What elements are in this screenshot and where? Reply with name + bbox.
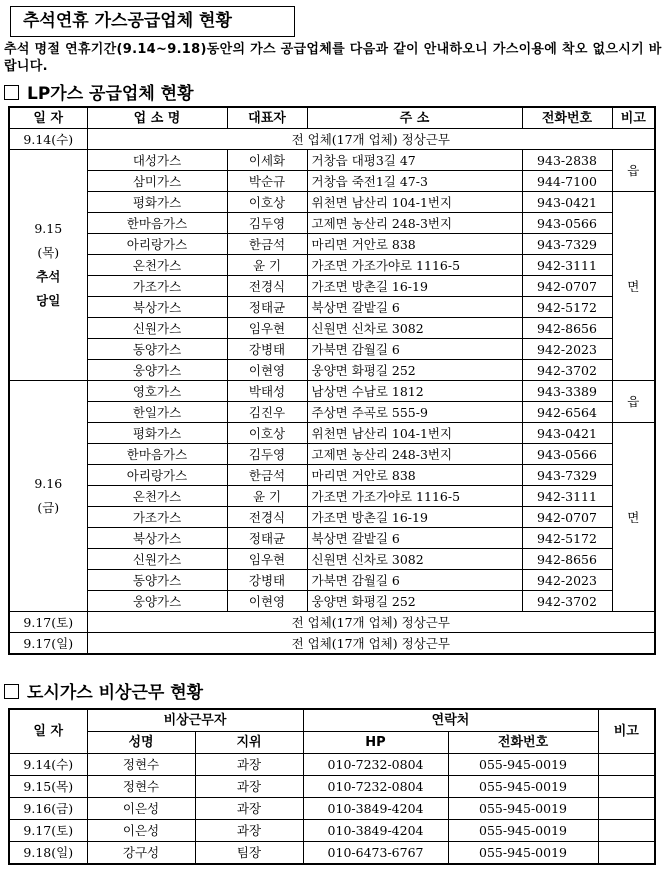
header-date: 일 자 xyxy=(9,107,87,129)
address: 신원면 신차로 3082 xyxy=(307,549,522,570)
company-name: 북상가스 xyxy=(87,528,227,549)
company-name: 삼미가스 xyxy=(87,171,227,192)
lp-section-title: LP가스 공급업체 현황 xyxy=(27,84,194,104)
date-line: 당일 xyxy=(36,293,61,308)
representative: 이현영 xyxy=(227,360,307,381)
staff-position: 과장 xyxy=(195,776,303,798)
company-name: 동양가스 xyxy=(87,570,227,591)
note-cell xyxy=(598,754,655,776)
phone-number: 942-2023 xyxy=(522,339,612,360)
table-row xyxy=(9,297,655,318)
representative: 윤 기 xyxy=(227,255,307,276)
phone-number: 943-7329 xyxy=(522,234,612,255)
office-phone: 055-945-0019 xyxy=(448,798,598,820)
company-name: 동양가스 xyxy=(87,339,227,360)
table-row xyxy=(9,528,655,549)
phone-number: 942-3111 xyxy=(522,486,612,507)
address: 고제면 농산리 248-3번지 xyxy=(307,213,522,234)
table-row xyxy=(9,255,655,276)
phone-number: 942-2023 xyxy=(522,570,612,591)
address: 위천면 남산리 104-1번지 xyxy=(307,423,522,444)
table-row xyxy=(9,150,655,171)
row-day_917 xyxy=(9,612,655,633)
table-row xyxy=(9,213,655,234)
representative: 박순규 xyxy=(227,171,307,192)
address: 가조면 방촌길 16-19 xyxy=(307,276,522,297)
date-line: (목) xyxy=(37,245,60,260)
city-header-contact: 연락처 xyxy=(303,709,598,732)
phone-number: 942-6564 xyxy=(522,402,612,423)
city-section-title: 도시가스 비상근무 현황 xyxy=(27,683,204,703)
company-name: 대성가스 xyxy=(87,150,227,171)
duty-date: 9.17(토) xyxy=(9,820,87,842)
representative: 박태성 xyxy=(227,381,307,402)
note-cell xyxy=(598,842,655,865)
office-phone: 055-945-0019 xyxy=(448,776,598,798)
city-header-phone: 전화번호 xyxy=(448,732,598,754)
header-tel: 전화번호 xyxy=(522,107,612,129)
representative: 김두영 xyxy=(227,213,307,234)
phone-number: 943-0566 xyxy=(522,213,612,234)
city-header-staff: 비상근무자 xyxy=(87,709,303,732)
lp-gas-table xyxy=(8,106,656,655)
city-header-row1 xyxy=(9,709,655,732)
table-row xyxy=(9,318,655,339)
company-name: 웅양가스 xyxy=(87,360,227,381)
table-row xyxy=(9,591,655,612)
city-header-name: 성명 xyxy=(87,732,195,754)
page-title: 추석연휴 가스공급업체 현황 xyxy=(10,6,295,37)
note-cell xyxy=(598,798,655,820)
representative: 이호상 xyxy=(227,423,307,444)
phone-number: 943-3389 xyxy=(522,381,612,402)
company-name: 가조가스 xyxy=(87,507,227,528)
mobile-number: 010-3849-4204 xyxy=(303,798,448,820)
date-line: (금) xyxy=(37,500,60,515)
intro-text: 추석 명절 연휴기간(9.14~9.18)동안의 가스 공급업체를 다음과 같이 안내하오니 가스이용에 착오 없으시기 바랍니다. xyxy=(4,42,662,74)
date-line: 9.15 xyxy=(34,221,63,236)
address: 가조면 가조가야로 1116-5 xyxy=(307,486,522,507)
city-header-hp: HP xyxy=(303,732,448,754)
staff-position: 팀장 xyxy=(195,842,303,865)
representative: 김두영 xyxy=(227,444,307,465)
lp-table-header xyxy=(9,107,655,129)
representative: 이호상 xyxy=(227,192,307,213)
mobile-number: 010-3849-4204 xyxy=(303,820,448,842)
note-cell: 면 xyxy=(612,192,655,381)
company-name: 웅양가스 xyxy=(87,591,227,612)
table-row xyxy=(9,339,655,360)
representative: 김진우 xyxy=(227,402,307,423)
company-name: 한마음가스 xyxy=(87,444,227,465)
table-row xyxy=(9,776,655,798)
note-cell: 면 xyxy=(612,423,655,612)
mobile-number: 010-6473-6767 xyxy=(303,842,448,865)
representative: 이세화 xyxy=(227,150,307,171)
address: 거창읍 대평3길 47 xyxy=(307,150,522,171)
phone-number: 942-8656 xyxy=(522,549,612,570)
city-header-position: 지위 xyxy=(195,732,303,754)
phone-number: 943-2838 xyxy=(522,150,612,171)
date-line: 9.16 xyxy=(34,476,63,491)
company-name: 영호가스 xyxy=(87,381,227,402)
table-row xyxy=(9,507,655,528)
table-row xyxy=(9,465,655,486)
staff-position: 과장 xyxy=(195,820,303,842)
duty-date: 9.16(금) xyxy=(9,798,87,820)
status-day_918: 전 업체(17개 업체) 정상근무 xyxy=(87,633,655,655)
company-name: 평화가스 xyxy=(87,192,227,213)
header-note: 비고 xyxy=(612,107,655,129)
phone-number: 942-8656 xyxy=(522,318,612,339)
staff-name: 강구성 xyxy=(87,842,195,865)
company-name: 아리랑가스 xyxy=(87,465,227,486)
address: 마리면 거안로 838 xyxy=(307,234,522,255)
table-row xyxy=(9,402,655,423)
phone-number: 942-3702 xyxy=(522,360,612,381)
table-row xyxy=(9,423,655,444)
duty-date: 9.14(수) xyxy=(9,754,87,776)
staff-name: 정현수 xyxy=(87,776,195,798)
status-914: 전 업체(17개 업체) 정상근무 xyxy=(87,129,655,150)
phone-number: 942-5172 xyxy=(522,528,612,549)
representative: 한금석 xyxy=(227,465,307,486)
date-day_918: 9.17(일) xyxy=(9,633,87,655)
address: 북상면 갈밭길 6 xyxy=(307,297,522,318)
note-cell xyxy=(598,776,655,798)
company-name: 평화가스 xyxy=(87,423,227,444)
row-day_918 xyxy=(9,633,655,655)
company-name: 한일가스 xyxy=(87,402,227,423)
checkbox-square-icon xyxy=(4,85,19,100)
address: 웅양면 화평길 252 xyxy=(307,360,522,381)
table-row xyxy=(9,798,655,820)
company-name: 가조가스 xyxy=(87,276,227,297)
phone-number: 943-7329 xyxy=(522,465,612,486)
table-row xyxy=(9,381,655,402)
address: 위천면 남산리 104-1번지 xyxy=(307,192,522,213)
company-name: 신원가스 xyxy=(87,549,227,570)
address: 마리면 거안로 838 xyxy=(307,465,522,486)
city-header-note: 비고 xyxy=(598,709,655,754)
duty-date: 9.18(일) xyxy=(9,842,87,865)
table-row xyxy=(9,192,655,213)
representative: 전경식 xyxy=(227,507,307,528)
representative: 강병태 xyxy=(227,339,307,360)
date-cell-day_916 xyxy=(9,381,87,612)
table-row xyxy=(9,234,655,255)
note-cell: 읍 xyxy=(612,381,655,423)
phone-number: 942-3702 xyxy=(522,591,612,612)
office-phone: 055-945-0019 xyxy=(448,842,598,865)
representative: 강병태 xyxy=(227,570,307,591)
address: 주상면 주곡로 555-9 xyxy=(307,402,522,423)
city-header-date: 일 자 xyxy=(9,709,87,754)
note-cell: 읍 xyxy=(612,150,655,192)
address: 가조면 방촌길 16-19 xyxy=(307,507,522,528)
table-row xyxy=(9,276,655,297)
representative: 윤 기 xyxy=(227,486,307,507)
representative: 한금석 xyxy=(227,234,307,255)
table-row xyxy=(9,171,655,192)
phone-number: 942-0707 xyxy=(522,507,612,528)
city-section-heading xyxy=(4,682,203,704)
address: 가북면 감월길 6 xyxy=(307,570,522,591)
company-name: 신원가스 xyxy=(87,318,227,339)
city-gas-table xyxy=(8,708,656,865)
mobile-number: 010-7232-0804 xyxy=(303,754,448,776)
duty-date: 9.15(목) xyxy=(9,776,87,798)
table-row xyxy=(9,360,655,381)
address: 가조면 가조가야로 1116-5 xyxy=(307,255,522,276)
representative: 이현영 xyxy=(227,591,307,612)
representative: 정태균 xyxy=(227,528,307,549)
table-row xyxy=(9,444,655,465)
representative: 정태균 xyxy=(227,297,307,318)
office-phone: 055-945-0019 xyxy=(448,754,598,776)
phone-number: 943-0421 xyxy=(522,192,612,213)
table-row xyxy=(9,820,655,842)
staff-name: 이은성 xyxy=(87,820,195,842)
company-name: 한마음가스 xyxy=(87,213,227,234)
representative: 임우현 xyxy=(227,549,307,570)
representative: 임우현 xyxy=(227,318,307,339)
address: 가북면 감월길 6 xyxy=(307,339,522,360)
address: 신원면 신차로 3082 xyxy=(307,318,522,339)
address: 남상면 수남로 1812 xyxy=(307,381,522,402)
header-addr: 주 소 xyxy=(307,107,522,129)
phone-number: 942-3111 xyxy=(522,255,612,276)
address: 고제면 농산리 248-3번지 xyxy=(307,444,522,465)
table-row xyxy=(9,754,655,776)
staff-name: 정현수 xyxy=(87,754,195,776)
phone-number: 943-0566 xyxy=(522,444,612,465)
date-cell-day_915 xyxy=(9,150,87,381)
company-name: 아리랑가스 xyxy=(87,234,227,255)
lp-section-heading xyxy=(4,83,194,105)
staff-position: 과장 xyxy=(195,798,303,820)
phone-number: 942-5172 xyxy=(522,297,612,318)
company-name: 온천가스 xyxy=(87,255,227,276)
header-rep: 대표자 xyxy=(227,107,307,129)
table-row xyxy=(9,570,655,591)
mobile-number: 010-7232-0804 xyxy=(303,776,448,798)
office-phone: 055-945-0019 xyxy=(448,820,598,842)
phone-number: 944-7100 xyxy=(522,171,612,192)
address: 북상면 갈밭길 6 xyxy=(307,528,522,549)
checkbox-square-icon xyxy=(4,684,19,699)
date-914: 9.14(수) xyxy=(9,129,87,150)
address: 웅양면 화평길 252 xyxy=(307,591,522,612)
staff-name: 이은성 xyxy=(87,798,195,820)
staff-position: 과장 xyxy=(195,754,303,776)
address: 거창읍 죽전1길 47-3 xyxy=(307,171,522,192)
table-row xyxy=(9,842,655,865)
phone-number: 942-0707 xyxy=(522,276,612,297)
status-day_917: 전 업체(17개 업체) 정상근무 xyxy=(87,612,655,633)
table-row xyxy=(9,549,655,570)
date-day_917: 9.17(토) xyxy=(9,612,87,633)
company-name: 북상가스 xyxy=(87,297,227,318)
city-header-row2 xyxy=(9,732,655,754)
note-cell xyxy=(598,820,655,842)
table-row xyxy=(9,486,655,507)
phone-number: 943-0421 xyxy=(522,423,612,444)
row-914 xyxy=(9,129,655,150)
representative: 전경식 xyxy=(227,276,307,297)
header-name: 업 소 명 xyxy=(87,107,227,129)
company-name: 온천가스 xyxy=(87,486,227,507)
date-line: 추석 xyxy=(36,269,61,284)
